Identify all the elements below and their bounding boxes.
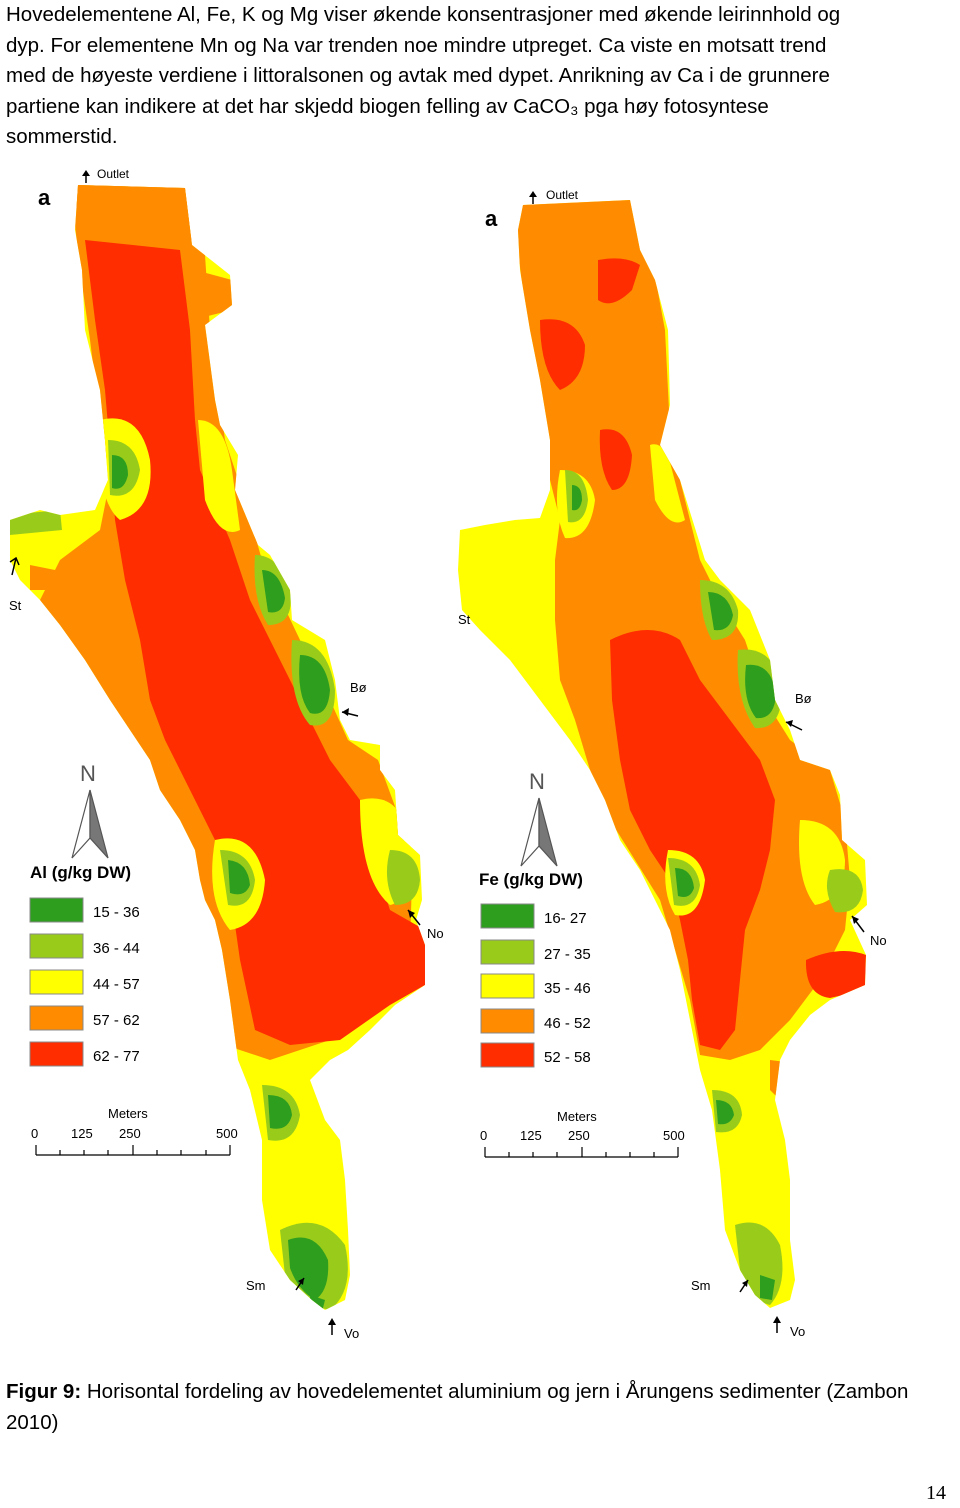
site-label-no: No [427, 926, 444, 941]
north-arrow-icon [72, 790, 90, 858]
legend-swatch [481, 974, 534, 998]
scale-tick-label: 0 [31, 1126, 39, 1141]
legend-label: 16- 27 [544, 910, 587, 927]
vo-arrowhead-icon [328, 1318, 336, 1325]
outlet-label: Outlet [546, 188, 579, 202]
legend-label: 46 - 52 [544, 1015, 591, 1032]
site-label-st: St [458, 612, 471, 627]
north-arrow-icon [521, 798, 539, 866]
scale-title: Meters [108, 1106, 148, 1121]
legend [30, 898, 140, 1066]
site-label-vo: Vo [344, 1326, 360, 1341]
caption-label: Figur 9: [6, 1380, 82, 1403]
panel-letter: a [38, 185, 51, 210]
legend-swatch [481, 940, 534, 964]
vo-arrowhead-icon [773, 1316, 781, 1323]
panel-letter: a [485, 206, 498, 231]
legend-swatch [30, 1006, 83, 1030]
legend [481, 904, 591, 1067]
site-label-bo: Bø [795, 691, 812, 706]
scale-tick-label: 0 [480, 1128, 488, 1143]
paragraph-line: Hovedelementene Al, Fe, K og Mg viser økende konsentrasjoner med økende leirinnhold og [6, 3, 841, 26]
site-label-sm: Sm [691, 1278, 711, 1293]
paragraph-line: partiene kan indikere at det har skjedd biogen felling av CaCO₃ pga høy fotosyntese [6, 94, 769, 118]
paragraph-line: sommerstid. [6, 125, 118, 148]
outlet-label: Outlet [97, 167, 130, 181]
legend-swatch [30, 898, 83, 922]
scale-line [485, 1147, 678, 1157]
legend-label: 44 - 57 [93, 976, 140, 993]
legend-title: Fe (g/kg DW) [479, 870, 583, 889]
legend-swatch [30, 970, 83, 994]
site-label-bo: Bø [350, 680, 367, 695]
legend-label: 36 - 44 [93, 940, 140, 957]
legend-label: 15 - 36 [93, 904, 140, 921]
legend-swatch [481, 1043, 534, 1067]
site-label-vo: Vo [790, 1324, 806, 1339]
legend-swatch [481, 1009, 534, 1033]
caption-text: Horisontal fordeling av hovedelementet aluminium og jern i Årungens sedimenter (Zambon 2010) [6, 1380, 909, 1434]
paragraph-line: dyp. For elementene Mn og Na var trenden noe mindre utpreget. Ca viste en motsatt trend [6, 33, 827, 57]
north-arrow-shade-icon [539, 798, 557, 866]
legend-title: Al (g/kg DW) [30, 863, 132, 882]
outlet-arrowhead-icon [529, 191, 537, 197]
north-arrow-shade-icon [90, 790, 108, 858]
scale-bar [480, 1109, 685, 1157]
legend-label: 57 - 62 [93, 1012, 140, 1029]
site-label-no: No [870, 933, 887, 948]
sm-arrowhead-icon [742, 1280, 748, 1287]
north-label: N [80, 761, 96, 786]
site-label-st: St [9, 598, 22, 613]
scale-tick-label: 125 [71, 1126, 93, 1141]
scale-tick-label: 125 [520, 1128, 542, 1143]
north-label: N [529, 769, 545, 794]
scale-tick-label: 250 [568, 1128, 590, 1143]
scale-line [36, 1145, 230, 1155]
legend-swatch [481, 904, 534, 928]
scale-tick-label: 500 [663, 1128, 685, 1143]
legend-label: 27 - 35 [544, 946, 591, 963]
body-paragraph [6, 0, 956, 153]
legend-label: 52 - 58 [544, 1049, 591, 1066]
legend-label: 35 - 46 [544, 980, 591, 997]
scale-tick-label: 250 [119, 1126, 141, 1141]
page-number: 14 [926, 1482, 946, 1504]
figure-caption [6, 1377, 956, 1438]
scale-tick-label: 500 [216, 1126, 238, 1141]
paragraph-line: med de høyeste verdiene i littoralsonen og avtak med dypet. Anrikning av Ca i de grunnere [6, 64, 830, 87]
scale-bar [31, 1106, 238, 1155]
legend-swatch [30, 934, 83, 958]
fe-map [450, 188, 890, 1339]
site-label-sm: Sm [246, 1278, 266, 1293]
al-map [0, 167, 444, 1341]
outlet-arrowhead-icon [82, 170, 90, 176]
legend-label: 62 - 77 [93, 1048, 140, 1065]
scale-title: Meters [557, 1109, 597, 1124]
legend-swatch [30, 1042, 83, 1066]
figure-maps [0, 160, 960, 1350]
bo-arrowhead-icon [342, 708, 349, 716]
